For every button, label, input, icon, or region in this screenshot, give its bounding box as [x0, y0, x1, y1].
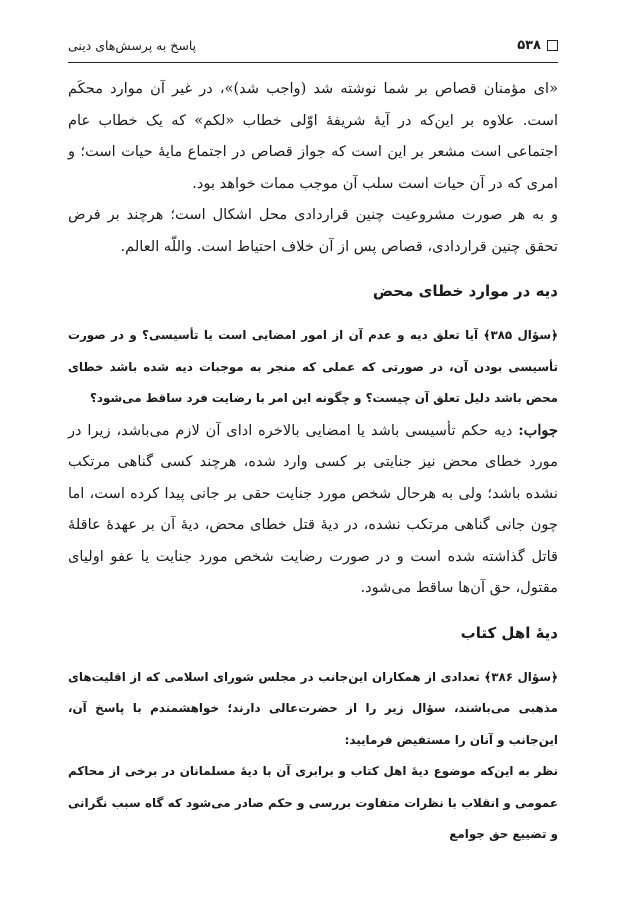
section-heading-1: دیه در موارد خطای محض [372, 282, 558, 300]
answer-text: دیه حکم تأسیسی باشد یا امضایی بالاخره ادای آن لازم می‌باشد، زیرا در مورد خطای محض نیز جنایتی بر کسی وارد شده، هرچند کسی گناهی مرتکب نشده باشد؛ ولی به هرحال شخص مورد جنایت حقی بر جانی پیدا کرده است، اما چون جانی گناهی مرتکب نشده، در دیهٔ قتل خطای محض، دیهٔ آن بر عهدهٔ عاقلهٔ قاتل گذاشته شده است و در صورت رضایت شخص مورد جنایت یا عفو اولیای مقتول، حق آن‌ها ساقط می‌شود. [68, 421, 558, 596]
question-386: ﴿سؤال ۳۸۶﴾ تعدادی از همکاران این‌جانب در مجلس شورای اسلامی که از اقلیت‌های مذهبی می‌باشند، سؤال زیر را از حضرت‌عالی دارند؛ خواهشمندم با پاسخ آن، این‌جانب و آنان را مستفیض فرمایید: [68, 669, 558, 747]
question-385: ﴿سؤال ۳۸۵﴾ آیا تعلق دیه و عدم آن از امور امضایی است یا تأسیسی؟ و در صورت تأسیسی بودن آن، در صورتی که عملی که منجر به موجبات دیه شده باشد خطای محض باشد دلیل تعلق آن چیست؟ و چگونه این امر با رضایت فرد ساقط می‌شود؟ [68, 328, 558, 405]
book-title: پاسخ به پرسش‌های دینی [68, 37, 197, 53]
intro-paragraph: «ای مؤمنان قصاص بر شما نوشته شد (واجب شد)»، در غیر آن موارد محکَم است. علاوه بر این‌که در آیهٔ شریفهٔ اوّلی خطاب «لکم» که یک خطاب عام اجتماعی است مشعر بر این است که جواز قصاص در اجتماع مایهٔ حیات است؛ و امری که در آن حیات است سلب آن موجب ممات خواهد بود. [68, 80, 558, 192]
page-number-group [517, 38, 558, 53]
book-page [68, 28, 558, 851]
intro-paragraph-2: و به هر صورت مشروعیت چنین قراردادی محل اشکال است؛ هرچند بر فرض تحقق چنین قراردادی، قصاص پس از آن خلاف احتیاط است. واللّه العالم. [68, 206, 558, 255]
answer-label: جواب: [518, 421, 558, 439]
square-bullet-icon [547, 40, 558, 51]
running-header [68, 28, 558, 63]
page-number: ۵۳۸ [517, 37, 541, 53]
section-heading-2: دیهٔ اهل کتاب [460, 623, 558, 642]
question-386-continued: نظر به این‌که موضوع دیهٔ اهل کتاب و برابری آن با دیهٔ مسلمانان در برخی از محاکم عمومی و انقلاب با نظرات متفاوت بررسی و حکم صادر می‌شود که گاه سبب نگرانی و تضییع حق جوامع [68, 764, 558, 841]
answer-385 [68, 415, 558, 604]
